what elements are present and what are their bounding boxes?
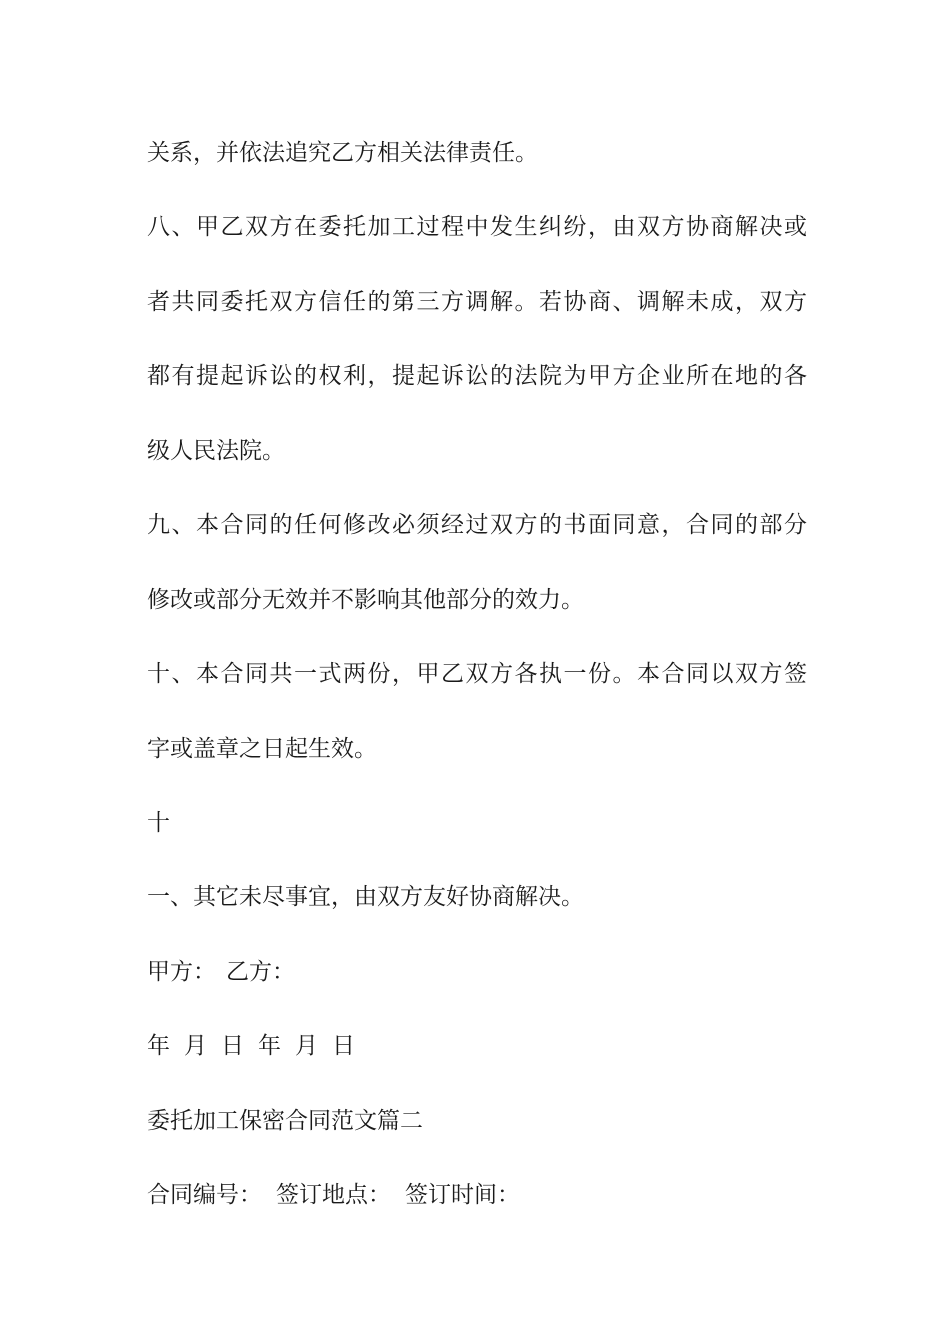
clause-eight-line-2: 者共同委托双方信任的第三方调解。若协商、调解未成，双方 bbox=[147, 289, 807, 315]
clause-eleven-number: 十 bbox=[147, 810, 170, 836]
section-title: 委托加工保密合同范文篇二 bbox=[147, 1108, 423, 1134]
party-a-year: 年 bbox=[147, 1033, 170, 1059]
date-line bbox=[147, 1026, 807, 1066]
paragraph-line: 关系，并依法追究乙方相关法律责任。 bbox=[147, 140, 538, 166]
clause-eleven-text: 一、其它未尽事宜，由双方友好协商解决。 bbox=[147, 884, 584, 910]
clause-eight-line-4: 级人民法院。 bbox=[147, 438, 285, 464]
party-a-month: 月 bbox=[184, 1033, 207, 1059]
signature-line bbox=[147, 952, 807, 992]
party-b-month: 月 bbox=[295, 1033, 318, 1059]
clause-ten-line-2: 字或盖章之日起生效。 bbox=[147, 736, 377, 762]
party-a-day: 日 bbox=[221, 1033, 244, 1059]
party-a-label: 甲方： bbox=[147, 959, 216, 985]
clause-nine-line-1: 九、本合同的任何修改必须经过双方的书面同意，合同的部分 bbox=[147, 512, 807, 538]
clause-eight-line-3: 都有提起诉讼的权利，提起诉讼的法院为甲方企业所在地的各 bbox=[147, 363, 807, 389]
signing-place-label: 签订地点： bbox=[276, 1182, 391, 1208]
party-b-year: 年 bbox=[258, 1033, 281, 1059]
party-b-day: 日 bbox=[332, 1033, 355, 1059]
clause-nine-line-2: 修改或部分无效并不影响其他部分的效力。 bbox=[147, 587, 584, 613]
signing-time-label: 签订时间： bbox=[405, 1182, 520, 1208]
contract-info-line bbox=[147, 1175, 807, 1215]
clause-eight-line-1: 八、甲乙双方在委托加工过程中发生纠纷，由双方协商解决或 bbox=[147, 214, 807, 240]
clause-ten-line-1: 十、本合同共一式两份，甲乙双方各执一份。本合同以双方签 bbox=[147, 661, 807, 687]
contract-number-label: 合同编号： bbox=[147, 1182, 262, 1208]
party-b-label: 乙方： bbox=[226, 959, 295, 985]
